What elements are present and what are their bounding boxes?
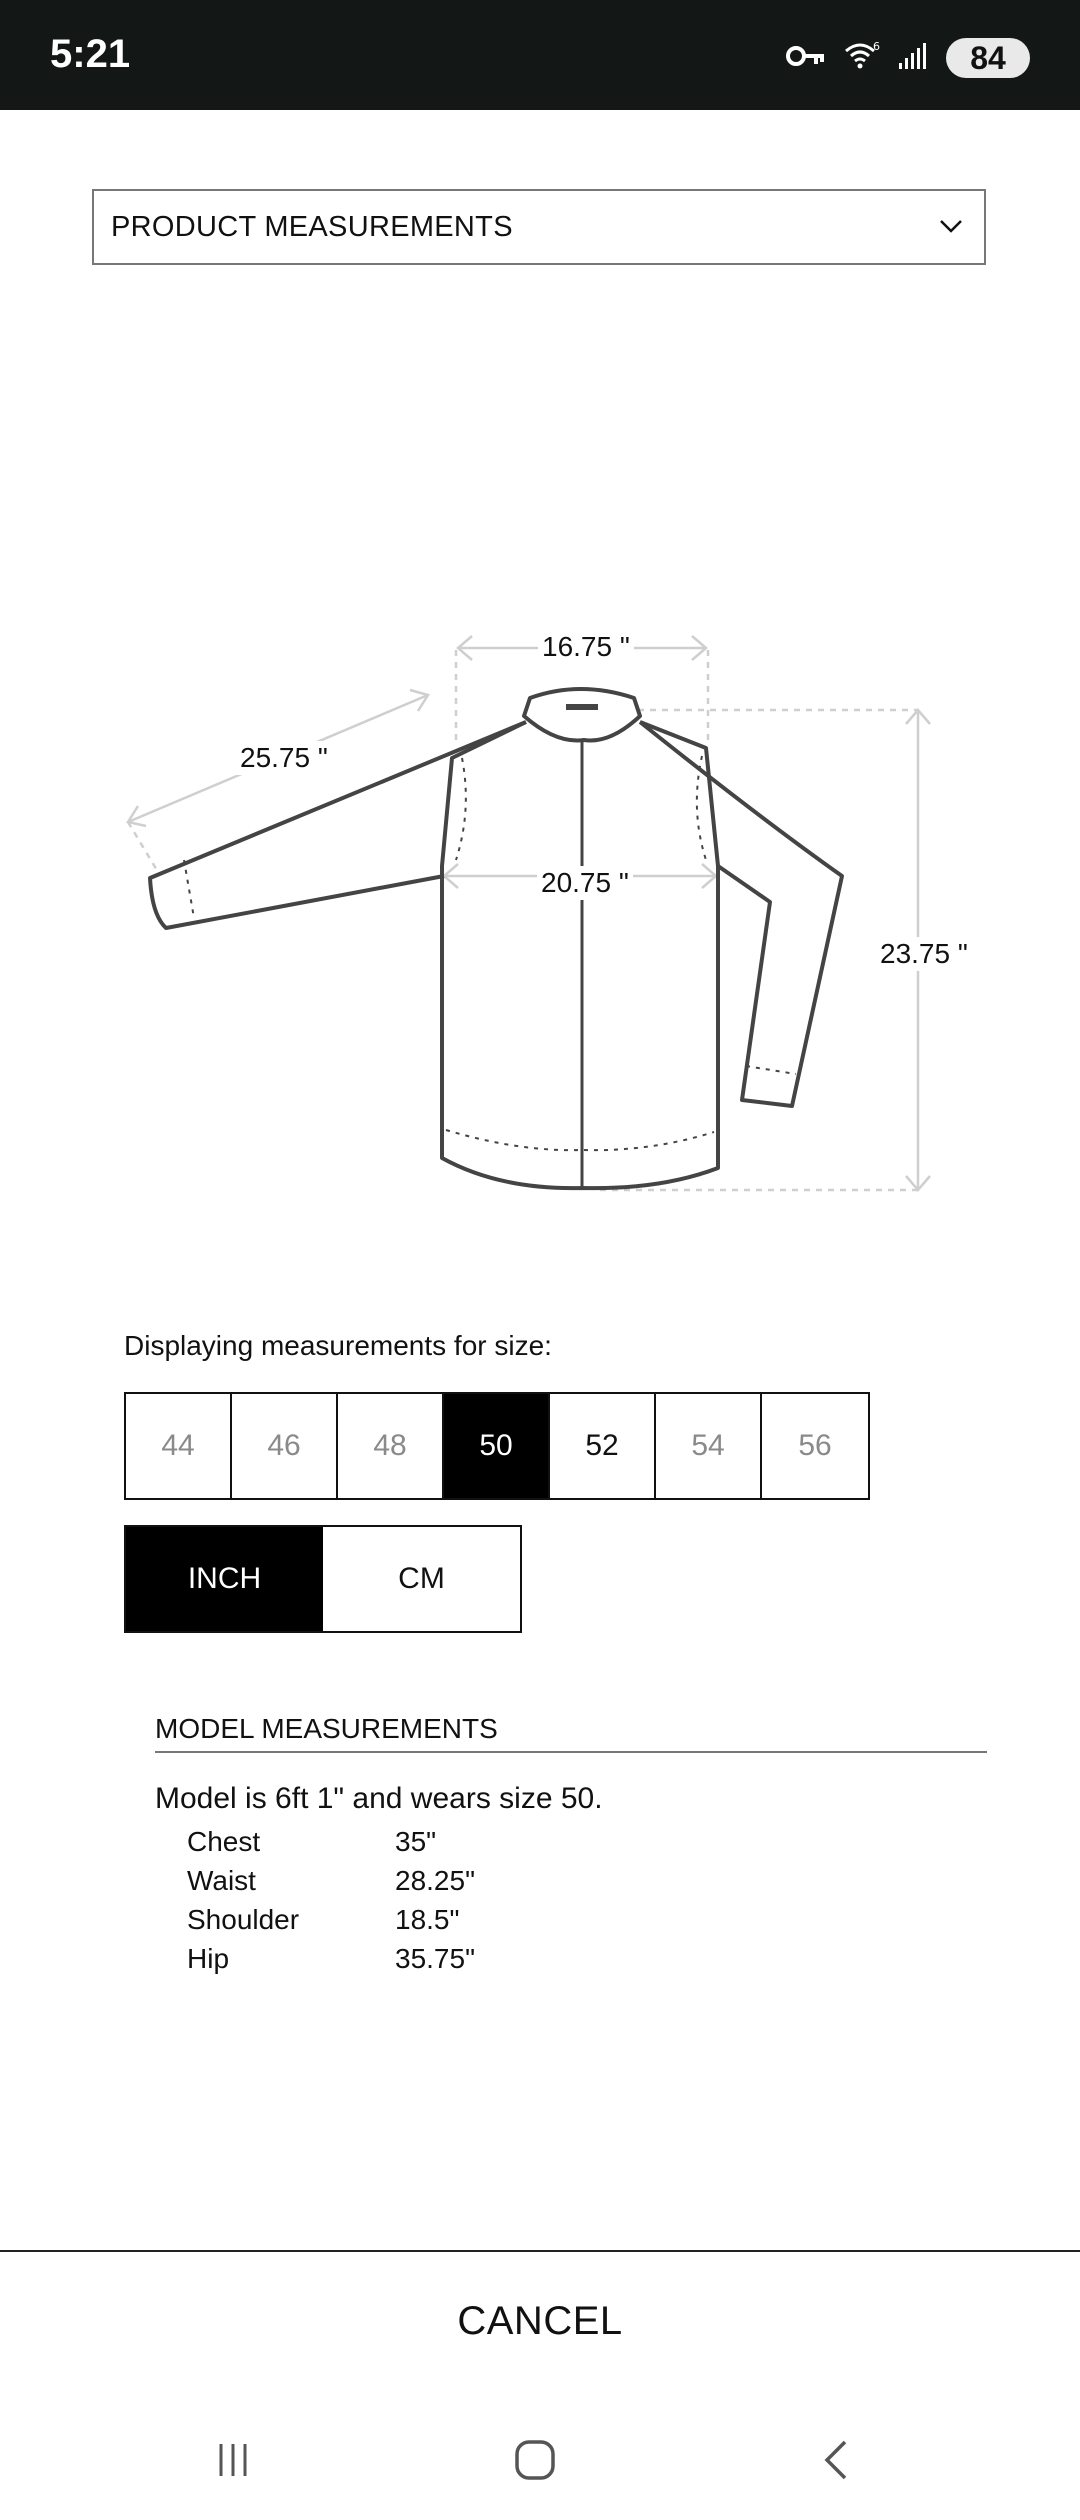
model-row-waist xyxy=(187,1861,475,1900)
length-measurement: 23.75 " xyxy=(876,937,972,971)
status-time: 5:21 xyxy=(50,32,131,76)
size-option-48[interactable]: 48 xyxy=(338,1394,444,1498)
model-row-hip xyxy=(187,1939,475,1978)
unit-inch-button[interactable]: INCH xyxy=(126,1527,323,1631)
model-measurements-heading: MODEL MEASUREMENTS xyxy=(155,1713,987,1753)
size-option-52[interactable]: 52 xyxy=(550,1394,656,1498)
size-option-44[interactable]: 44 xyxy=(126,1394,232,1498)
model-row-chest xyxy=(187,1822,475,1861)
size-options xyxy=(124,1392,870,1500)
model-row-value: 35.75" xyxy=(395,1942,476,1974)
chest-measurement: 20.75 " xyxy=(537,866,633,900)
size-caption: Displaying measurements for size: xyxy=(124,1330,552,1361)
back-icon[interactable] xyxy=(797,2430,877,2490)
model-row-value: 35" xyxy=(395,1825,437,1857)
battery-icon: 84 xyxy=(946,38,1030,78)
cancel-button[interactable]: CANCEL xyxy=(457,2298,623,2343)
dropdown-label: PRODUCT MEASUREMENTS xyxy=(111,210,513,243)
model-row-label: Waist xyxy=(187,1864,256,1896)
size-option-46[interactable]: 46 xyxy=(232,1394,338,1498)
model-row-label: Hip xyxy=(187,1942,230,1974)
model-row-value: 28.25" xyxy=(395,1864,476,1896)
jacket-diagram xyxy=(0,0,1080,1250)
size-option-50[interactable]: 50 xyxy=(444,1394,550,1498)
model-summary: Model is 6ft 1" and wears size 50. xyxy=(155,1782,603,1815)
sleeve-measurement: 25.75 " xyxy=(236,741,332,775)
size-option-54[interactable]: 54 xyxy=(656,1394,762,1498)
model-row-label: Chest xyxy=(187,1825,261,1857)
size-option-56[interactable]: 56 xyxy=(798,1429,832,1462)
unit-toggle xyxy=(124,1525,522,1633)
svg-text:6: 6 xyxy=(873,40,880,53)
model-row-label: Shoulder xyxy=(187,1903,300,1935)
model-row-value: 18.5" xyxy=(395,1903,460,1935)
system-nav-bar xyxy=(0,2400,1080,2520)
model-row-shoulder xyxy=(187,1900,475,1939)
model-measurements-table xyxy=(187,1822,475,1978)
home-icon[interactable] xyxy=(495,2430,575,2490)
recent-apps-icon[interactable] xyxy=(193,2430,273,2490)
unit-cm-button[interactable]: CM xyxy=(398,1562,445,1595)
footer-divider xyxy=(0,2250,1080,2252)
shoulder-measurement: 16.75 " xyxy=(538,630,634,664)
